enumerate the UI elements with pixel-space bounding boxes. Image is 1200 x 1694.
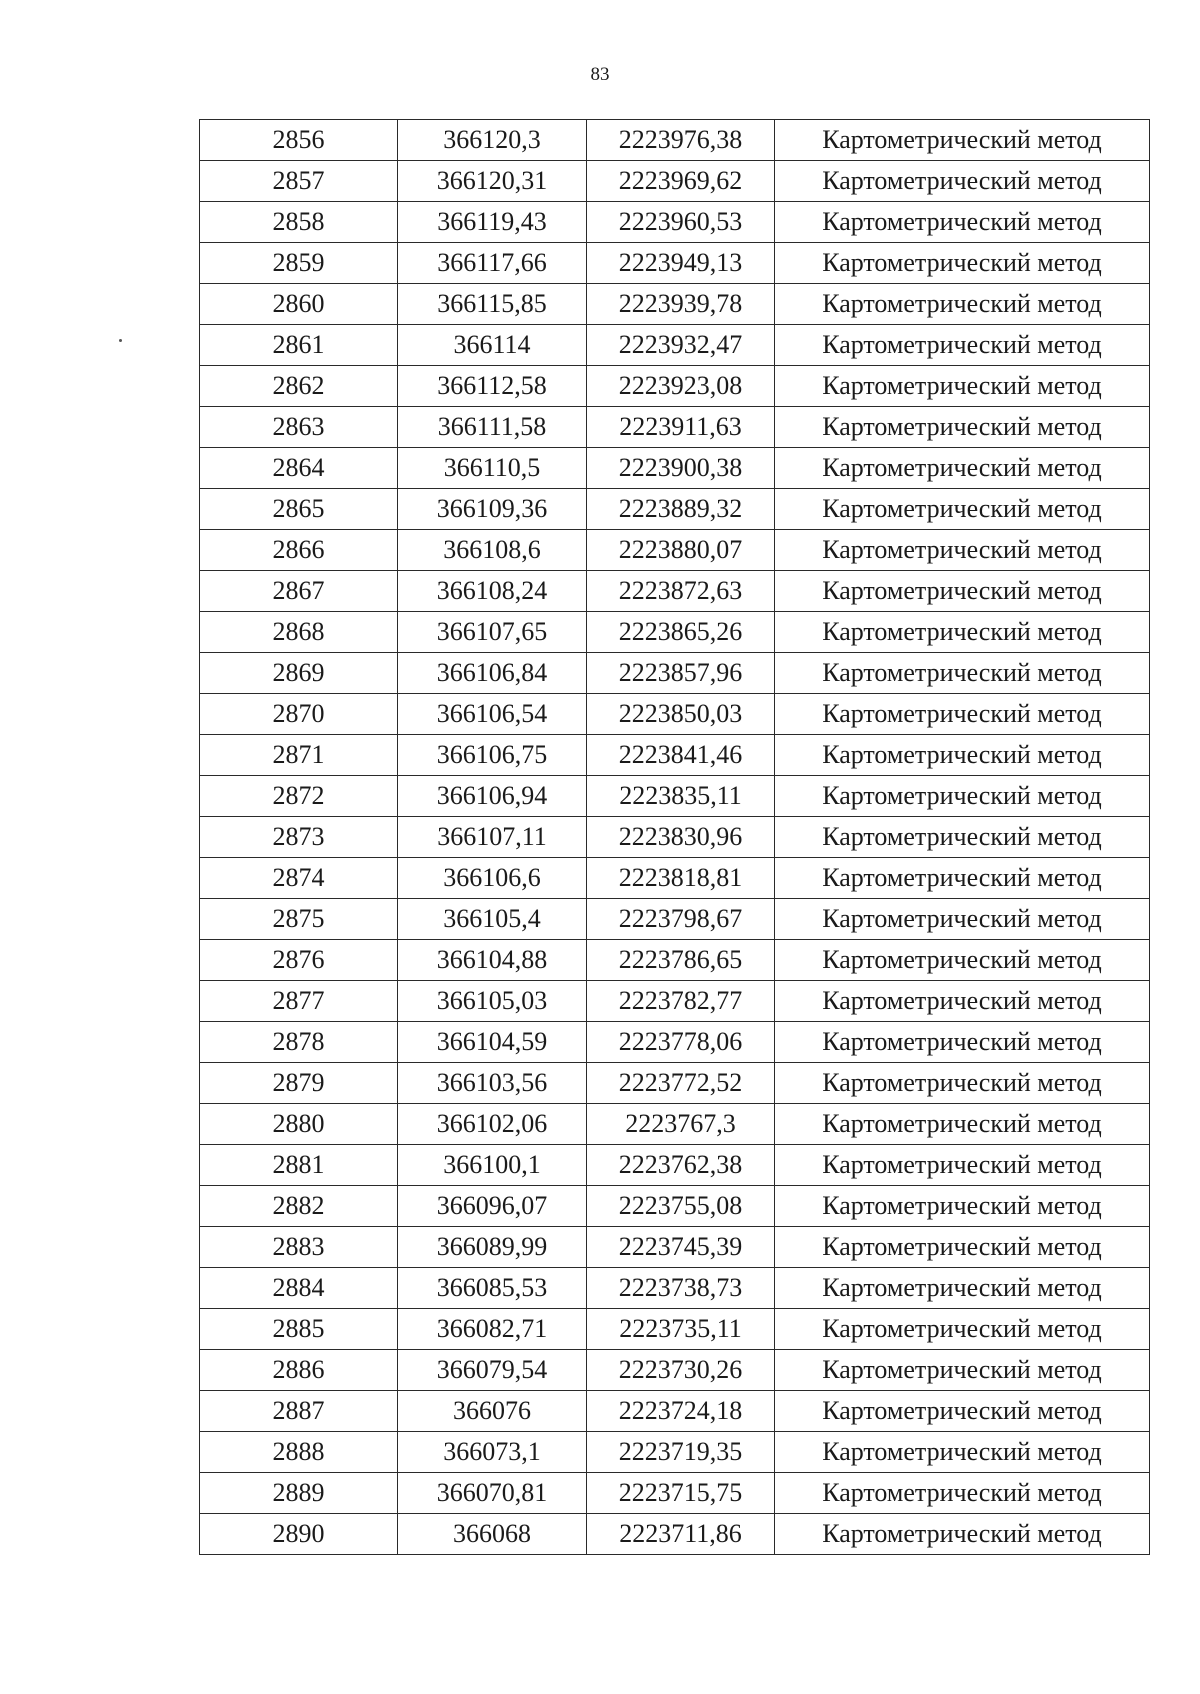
method-cell: Картометрический метод — [775, 1432, 1150, 1473]
x-coordinate-cell: 366070,81 — [398, 1473, 587, 1514]
method-cell: Картометрический метод — [775, 1391, 1150, 1432]
table-row — [200, 448, 1150, 489]
y-coordinate-cell: 2223900,38 — [587, 448, 775, 489]
x-coordinate-cell: 366108,24 — [398, 571, 587, 612]
table-row — [200, 1309, 1150, 1350]
y-coordinate-cell: 2223715,75 — [587, 1473, 775, 1514]
point-number-cell: 2873 — [200, 817, 398, 858]
point-number-cell: 2890 — [200, 1514, 398, 1555]
x-coordinate-cell: 366106,54 — [398, 694, 587, 735]
x-coordinate-cell: 366096,07 — [398, 1186, 587, 1227]
x-coordinate-cell: 366073,1 — [398, 1432, 587, 1473]
table-row — [200, 735, 1150, 776]
y-coordinate-cell: 2223865,26 — [587, 612, 775, 653]
point-number-cell: 2883 — [200, 1227, 398, 1268]
y-coordinate-cell: 2223857,96 — [587, 653, 775, 694]
table-row — [200, 161, 1150, 202]
table-row — [200, 1350, 1150, 1391]
table-row — [200, 653, 1150, 694]
point-number-cell: 2861 — [200, 325, 398, 366]
y-coordinate-cell: 2223730,26 — [587, 1350, 775, 1391]
table-row — [200, 489, 1150, 530]
y-coordinate-cell: 2223798,67 — [587, 899, 775, 940]
x-coordinate-cell: 366117,66 — [398, 243, 587, 284]
table-row — [200, 981, 1150, 1022]
x-coordinate-cell: 366120,3 — [398, 120, 587, 161]
table-row — [200, 1063, 1150, 1104]
x-coordinate-cell: 366112,58 — [398, 366, 587, 407]
table-row — [200, 1268, 1150, 1309]
y-coordinate-cell: 2223818,81 — [587, 858, 775, 899]
x-coordinate-cell: 366106,75 — [398, 735, 587, 776]
table-row — [200, 120, 1150, 161]
method-cell: Картометрический метод — [775, 653, 1150, 694]
x-coordinate-cell: 366111,58 — [398, 407, 587, 448]
table-row — [200, 817, 1150, 858]
table-row — [200, 612, 1150, 653]
method-cell: Картометрический метод — [775, 489, 1150, 530]
y-coordinate-cell: 2223786,65 — [587, 940, 775, 981]
method-cell: Картометрический метод — [775, 1514, 1150, 1555]
point-number-cell: 2871 — [200, 735, 398, 776]
method-cell: Картометрический метод — [775, 776, 1150, 817]
point-number-cell: 2882 — [200, 1186, 398, 1227]
y-coordinate-cell: 2223767,3 — [587, 1104, 775, 1145]
y-coordinate-cell: 2223778,06 — [587, 1022, 775, 1063]
method-cell: Картометрический метод — [775, 120, 1150, 161]
x-coordinate-cell: 366107,11 — [398, 817, 587, 858]
point-number-cell: 2869 — [200, 653, 398, 694]
point-number-cell: 2870 — [200, 694, 398, 735]
point-number-cell: 2885 — [200, 1309, 398, 1350]
method-cell: Картометрический метод — [775, 202, 1150, 243]
point-number-cell: 2881 — [200, 1145, 398, 1186]
table-row — [200, 858, 1150, 899]
y-coordinate-cell: 2223738,73 — [587, 1268, 775, 1309]
point-number-cell: 2878 — [200, 1022, 398, 1063]
point-number-cell: 2857 — [200, 161, 398, 202]
x-coordinate-cell: 366115,85 — [398, 284, 587, 325]
x-coordinate-cell: 366082,71 — [398, 1309, 587, 1350]
point-number-cell: 2862 — [200, 366, 398, 407]
table-row — [200, 1514, 1150, 1555]
x-coordinate-cell: 366114 — [398, 325, 587, 366]
coordinates-table-body — [200, 120, 1150, 1555]
table-row — [200, 776, 1150, 817]
table-row — [200, 325, 1150, 366]
x-coordinate-cell: 366103,56 — [398, 1063, 587, 1104]
x-coordinate-cell: 366104,88 — [398, 940, 587, 981]
point-number-cell: 2858 — [200, 202, 398, 243]
method-cell: Картометрический метод — [775, 612, 1150, 653]
x-coordinate-cell: 366107,65 — [398, 612, 587, 653]
y-coordinate-cell: 2223850,03 — [587, 694, 775, 735]
method-cell: Картометрический метод — [775, 1309, 1150, 1350]
x-coordinate-cell: 366106,94 — [398, 776, 587, 817]
table-row — [200, 202, 1150, 243]
x-coordinate-cell: 366100,1 — [398, 1145, 587, 1186]
y-coordinate-cell: 2223755,08 — [587, 1186, 775, 1227]
method-cell: Картометрический метод — [775, 366, 1150, 407]
method-cell: Картометрический метод — [775, 1227, 1150, 1268]
coordinates-table — [199, 119, 1150, 1555]
x-coordinate-cell: 366085,53 — [398, 1268, 587, 1309]
method-cell: Картометрический метод — [775, 817, 1150, 858]
method-cell: Картометрический метод — [775, 1350, 1150, 1391]
table-row — [200, 1186, 1150, 1227]
x-coordinate-cell: 366109,36 — [398, 489, 587, 530]
point-number-cell: 2880 — [200, 1104, 398, 1145]
x-coordinate-cell: 366104,59 — [398, 1022, 587, 1063]
point-number-cell: 2864 — [200, 448, 398, 489]
y-coordinate-cell: 2223745,39 — [587, 1227, 775, 1268]
table-row — [200, 1145, 1150, 1186]
point-number-cell: 2860 — [200, 284, 398, 325]
method-cell: Картометрический метод — [775, 530, 1150, 571]
method-cell: Картометрический метод — [775, 735, 1150, 776]
method-cell: Картометрический метод — [775, 448, 1150, 489]
x-coordinate-cell: 366119,43 — [398, 202, 587, 243]
y-coordinate-cell: 2223949,13 — [587, 243, 775, 284]
y-coordinate-cell: 2223719,35 — [587, 1432, 775, 1473]
method-cell: Картометрический метод — [775, 1186, 1150, 1227]
table-row — [200, 243, 1150, 284]
x-coordinate-cell: 366079,54 — [398, 1350, 587, 1391]
point-number-cell: 2875 — [200, 899, 398, 940]
y-coordinate-cell: 2223932,47 — [587, 325, 775, 366]
method-cell: Картометрический метод — [775, 1063, 1150, 1104]
point-number-cell: 2874 — [200, 858, 398, 899]
method-cell: Картометрический метод — [775, 940, 1150, 981]
page-number: 83 — [590, 64, 610, 85]
x-coordinate-cell: 366076 — [398, 1391, 587, 1432]
y-coordinate-cell: 2223911,63 — [587, 407, 775, 448]
table-row — [200, 1104, 1150, 1145]
table-row — [200, 694, 1150, 735]
point-number-cell: 2863 — [200, 407, 398, 448]
x-coordinate-cell: 366089,99 — [398, 1227, 587, 1268]
method-cell: Картометрический метод — [775, 694, 1150, 735]
point-number-cell: 2856 — [200, 120, 398, 161]
y-coordinate-cell: 2223960,53 — [587, 202, 775, 243]
point-number-cell: 2877 — [200, 981, 398, 1022]
method-cell: Картометрический метод — [775, 571, 1150, 612]
x-coordinate-cell: 366102,06 — [398, 1104, 587, 1145]
y-coordinate-cell: 2223889,32 — [587, 489, 775, 530]
method-cell: Картометрический метод — [775, 161, 1150, 202]
method-cell: Картометрический метод — [775, 1104, 1150, 1145]
point-number-cell: 2865 — [200, 489, 398, 530]
table-row — [200, 1227, 1150, 1268]
table-row — [200, 899, 1150, 940]
method-cell: Картометрический метод — [775, 325, 1150, 366]
y-coordinate-cell: 2223762,38 — [587, 1145, 775, 1186]
x-coordinate-cell: 366106,6 — [398, 858, 587, 899]
y-coordinate-cell: 2223735,11 — [587, 1309, 775, 1350]
method-cell: Картометрический метод — [775, 1473, 1150, 1514]
y-coordinate-cell: 2223923,08 — [587, 366, 775, 407]
y-coordinate-cell: 2223969,62 — [587, 161, 775, 202]
method-cell: Картометрический метод — [775, 407, 1150, 448]
y-coordinate-cell: 2223841,46 — [587, 735, 775, 776]
y-coordinate-cell: 2223872,63 — [587, 571, 775, 612]
y-coordinate-cell: 2223724,18 — [587, 1391, 775, 1432]
y-coordinate-cell: 2223880,07 — [587, 530, 775, 571]
point-number-cell: 2884 — [200, 1268, 398, 1309]
point-number-cell: 2868 — [200, 612, 398, 653]
x-coordinate-cell: 366105,03 — [398, 981, 587, 1022]
method-cell: Картометрический метод — [775, 1145, 1150, 1186]
method-cell: Картометрический метод — [775, 1268, 1150, 1309]
point-number-cell: 2859 — [200, 243, 398, 284]
point-number-cell: 2888 — [200, 1432, 398, 1473]
point-number-cell: 2876 — [200, 940, 398, 981]
table-row — [200, 530, 1150, 571]
method-cell: Картометрический метод — [775, 243, 1150, 284]
table-row — [200, 1432, 1150, 1473]
point-number-cell: 2867 — [200, 571, 398, 612]
method-cell: Картометрический метод — [775, 899, 1150, 940]
point-number-cell: 2889 — [200, 1473, 398, 1514]
point-number-cell: 2887 — [200, 1391, 398, 1432]
x-coordinate-cell: 366068 — [398, 1514, 587, 1555]
point-number-cell: 2879 — [200, 1063, 398, 1104]
y-coordinate-cell: 2223782,77 — [587, 981, 775, 1022]
point-number-cell: 2872 — [200, 776, 398, 817]
y-coordinate-cell: 2223835,11 — [587, 776, 775, 817]
table-row — [200, 940, 1150, 981]
point-number-cell: 2886 — [200, 1350, 398, 1391]
method-cell: Картометрический метод — [775, 858, 1150, 899]
method-cell: Картометрический метод — [775, 1022, 1150, 1063]
table-row — [200, 366, 1150, 407]
x-coordinate-cell: 366110,5 — [398, 448, 587, 489]
scan-speck — [119, 339, 122, 342]
table-row — [200, 1473, 1150, 1514]
x-coordinate-cell: 366108,6 — [398, 530, 587, 571]
y-coordinate-cell: 2223711,86 — [587, 1514, 775, 1555]
table-row — [200, 571, 1150, 612]
table-row — [200, 407, 1150, 448]
y-coordinate-cell: 2223976,38 — [587, 120, 775, 161]
point-number-cell: 2866 — [200, 530, 398, 571]
y-coordinate-cell: 2223939,78 — [587, 284, 775, 325]
x-coordinate-cell: 366120,31 — [398, 161, 587, 202]
table-row — [200, 1391, 1150, 1432]
y-coordinate-cell: 2223830,96 — [587, 817, 775, 858]
x-coordinate-cell: 366105,4 — [398, 899, 587, 940]
table-row — [200, 1022, 1150, 1063]
method-cell: Картометрический метод — [775, 284, 1150, 325]
table-row — [200, 284, 1150, 325]
y-coordinate-cell: 2223772,52 — [587, 1063, 775, 1104]
method-cell: Картометрический метод — [775, 981, 1150, 1022]
x-coordinate-cell: 366106,84 — [398, 653, 587, 694]
